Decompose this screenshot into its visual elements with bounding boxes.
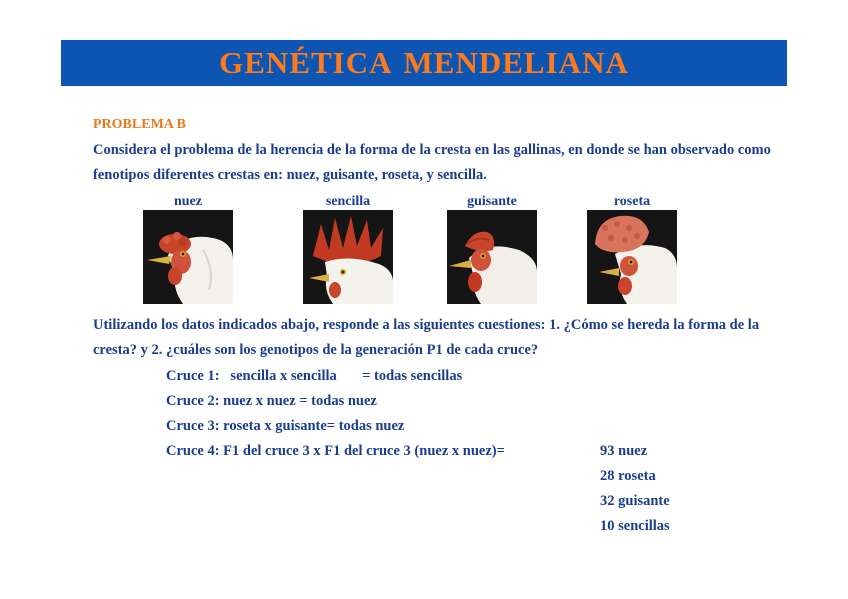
rooster-rose-comb-photo bbox=[587, 210, 677, 304]
result-guisante: 32 guisante bbox=[600, 493, 670, 509]
cross-4: Cruce 4: F1 del cruce 3 x F1 del cruce 3 (nuez x nuez)= bbox=[166, 443, 505, 459]
phenotype-sencilla bbox=[302, 193, 394, 304]
cross-1: Cruce 1: sencilla x sencilla = todas sencillas bbox=[166, 368, 463, 384]
cross-3: Cruce 3: roseta x guisante= todas nuez bbox=[166, 418, 405, 434]
problem-intro: Considera el problema de la herencia de la forma de la cresta en las gallinas, en donde se han observado como fenotipos diferentes crestas en: nuez, guisante, roseta, y sencilla. bbox=[93, 142, 771, 183]
phenotype-nuez bbox=[142, 193, 234, 304]
rooster-single-comb-photo bbox=[303, 210, 393, 304]
result-sencillas: 10 sencillas bbox=[600, 518, 670, 534]
phenotype-guisante bbox=[446, 193, 538, 304]
cross-2: Cruce 2: nuez x nuez = todas nuez bbox=[166, 393, 377, 409]
rooster-walnut-comb-photo bbox=[143, 210, 233, 304]
rooster-pea-comb-photo bbox=[447, 210, 537, 304]
result-nuez: 93 nuez bbox=[600, 443, 648, 459]
problem-label: PROBLEMA B bbox=[93, 117, 186, 132]
phenotype-roseta bbox=[586, 193, 678, 304]
phenotype-label: guisante bbox=[467, 194, 517, 209]
page-title: GENÉTICA MENDELIANA bbox=[219, 45, 629, 80]
title-banner bbox=[61, 40, 787, 86]
phenotype-label: sencilla bbox=[325, 194, 371, 209]
problem-question: Utilizando los datos indicados abajo, responde a las siguientes cuestiones: 1. ¿Cómo se hereda la forma de la cresta? y 2. ¿cuáles son los genotipos de la generación P1 de cada cruce? bbox=[93, 317, 760, 358]
result-roseta: 28 roseta bbox=[600, 468, 656, 484]
phenotype-label: nuez bbox=[174, 194, 202, 209]
phenotype-label: roseta bbox=[613, 194, 651, 209]
